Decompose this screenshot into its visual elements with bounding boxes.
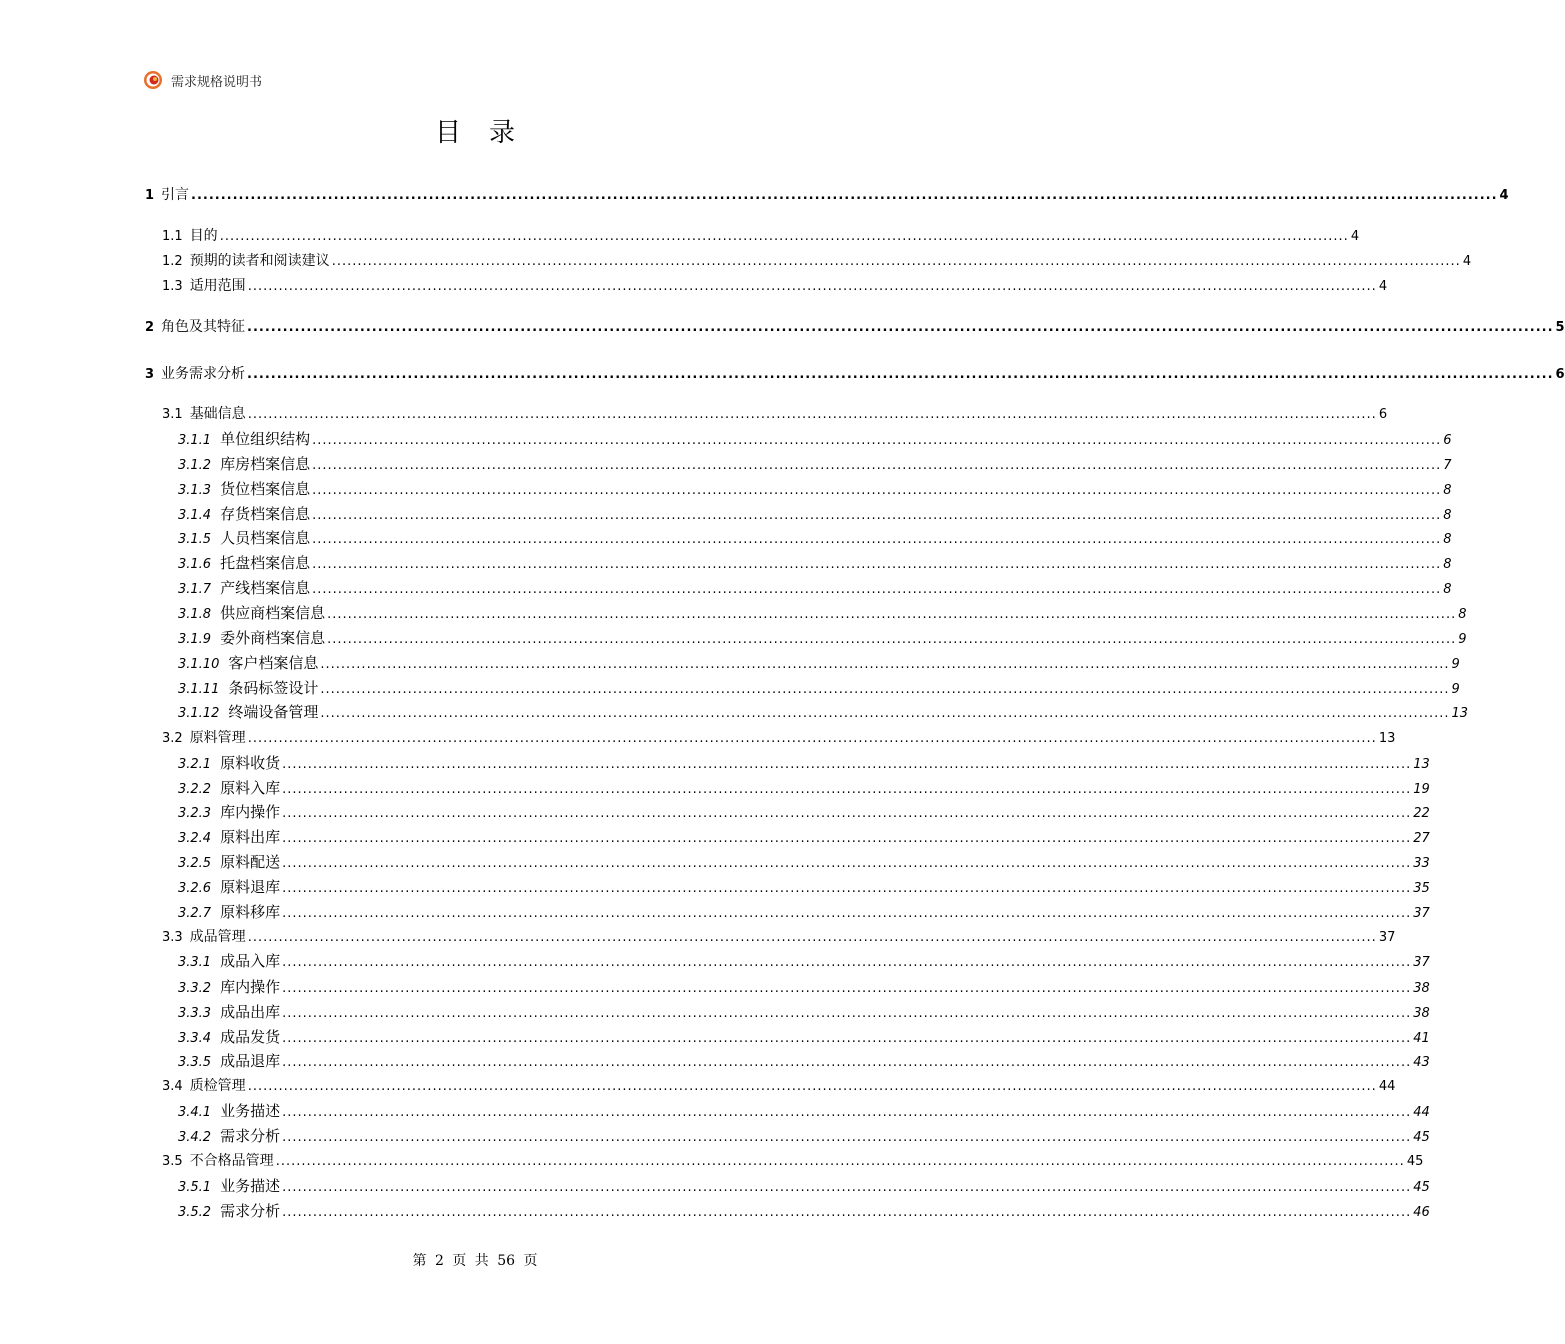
toc-entry-page: 45 <box>1406 1154 1424 1169</box>
toc-entry-label: 不合格品管理 <box>189 1153 274 1169</box>
toc-entry-number: 3.1.5 <box>178 532 212 547</box>
toc-entry-number: 1 <box>145 188 155 203</box>
toc-leader-dots: ............................................................................................................................................................................................................................ <box>320 682 1450 697</box>
toc-entry[interactable] <box>178 851 1430 871</box>
toc-entry-number: 3.1.11 <box>178 682 220 697</box>
toc-leader-dots: ............................................................................................................................................................................................................................ <box>312 508 1442 523</box>
toc-entry-page: 5 <box>1555 320 1565 335</box>
toc-leader-dots: ............................................................................................................................................................................................................................ <box>247 320 1554 335</box>
toc-entry-label: 业务描述 <box>220 1102 281 1120</box>
toc-leader-dots: ............................................................................................................................................................................................................................ <box>247 1079 1377 1094</box>
toc-entry[interactable] <box>162 403 1388 423</box>
toc-entry-number: 3.3.1 <box>178 955 212 970</box>
toc-leader-dots: ............................................................................................................................................................................................................................ <box>282 1006 1412 1021</box>
toc-leader-dots: ............................................................................................................................................................................................................................ <box>247 930 1377 945</box>
toc-leader-dots: ............................................................................................................................................................................................................................ <box>247 731 1377 746</box>
toc-entry[interactable] <box>145 316 1565 336</box>
toc-entry[interactable] <box>178 428 1452 448</box>
toc-entry[interactable] <box>178 1125 1430 1145</box>
toc-entry-page: 4 <box>1462 254 1472 269</box>
toc-entry-label: 业务描述 <box>220 1177 281 1195</box>
toc-entry-number: 3 <box>145 367 155 382</box>
toc-entry-number: 3.1.3 <box>178 483 212 498</box>
toc-entry[interactable] <box>178 752 1430 772</box>
toc-entry-page: 8 <box>1443 532 1452 547</box>
toc-leader-dots: ............................................................................................................................................................................................................................ <box>282 981 1412 996</box>
toc-leader-dots: ............................................................................................................................................................................................................................ <box>282 1105 1412 1120</box>
toc-entry-number: 3.2.1 <box>178 757 212 772</box>
toc-entry-label: 原料移库 <box>220 903 281 921</box>
header-title: 需求规格说明书 <box>171 74 263 90</box>
toc-entry-label: 角色及其特征 <box>161 319 246 335</box>
toc-entry-page: 43 <box>1413 1055 1430 1070</box>
toc-entry-label: 供应商档案信息 <box>220 604 326 622</box>
toc-entry-number: 3.1.2 <box>178 458 212 473</box>
toc-entry-page: 9 <box>1451 682 1460 697</box>
toc-entry-label: 需求分析 <box>220 1127 281 1145</box>
toc-entry[interactable] <box>178 976 1430 996</box>
toc-entry[interactable] <box>178 777 1430 797</box>
toc-leader-dots: ............................................................................................................................................................................................................................ <box>312 483 1442 498</box>
toc-leader-dots: ............................................................................................................................................................................................................................ <box>282 782 1412 797</box>
toc-leader-dots: ............................................................................................................................................................................................................................ <box>282 1130 1412 1145</box>
toc-entry[interactable] <box>162 225 1360 245</box>
toc-entry-label: 库房档案信息 <box>220 455 311 473</box>
toc-leader-dots: ............................................................................................................................................................................................................................ <box>312 458 1442 473</box>
toc-entry-number: 3.5.1 <box>178 1180 212 1195</box>
toc-entry[interactable] <box>178 1050 1430 1070</box>
toc-entry-label: 基础信息 <box>189 406 246 422</box>
toc-entry-page: 4 <box>1378 279 1388 294</box>
toc-leader-dots: ............................................................................................................................................................................................................................ <box>282 881 1412 896</box>
toc-entry-number: 3.3 <box>162 930 183 945</box>
toc-entry[interactable] <box>178 1026 1430 1046</box>
toc-leader-dots: ............................................................................................................................................................................................................................ <box>282 806 1412 821</box>
toc-entry-page: 38 <box>1413 981 1430 996</box>
toc-entry[interactable] <box>178 1175 1430 1195</box>
toc-leader-dots: ............................................................................................................................................................................................................................ <box>282 906 1412 921</box>
toc-entry[interactable] <box>178 577 1452 597</box>
toc-entry[interactable] <box>178 652 1460 672</box>
toc-entry-page: 22 <box>1413 806 1430 821</box>
toc-entry-number: 3.2 <box>162 731 183 746</box>
toc-entry-number: 3.1.12 <box>178 706 220 721</box>
toc-entry-number: 3.3.3 <box>178 1006 212 1021</box>
toc-entry[interactable] <box>178 503 1452 523</box>
toc-entry[interactable] <box>178 1200 1430 1220</box>
page-footer: 第 2 页 共 56 页 <box>412 1253 538 1269</box>
toc-entry-number: 3.1.4 <box>178 508 212 523</box>
toc-entry-label: 货位档案信息 <box>220 480 311 498</box>
toc-entry-page: 8 <box>1443 483 1452 498</box>
toc-entry[interactable] <box>178 1100 1430 1120</box>
toc-entry-number: 3.5 <box>162 1154 183 1169</box>
toc-entry-label: 业务需求分析 <box>161 366 246 382</box>
toc-leader-dots: ............................................................................................................................................................................................................................ <box>282 1055 1412 1070</box>
toc-entry-number: 3.1.9 <box>178 632 212 647</box>
toc-entry-label: 成品入库 <box>220 952 281 970</box>
toc-entry[interactable] <box>162 1075 1396 1095</box>
toc-leader-dots: ............................................................................................................................................................................................................................ <box>282 1205 1412 1220</box>
toc-entry-page: 4 <box>1499 188 1509 203</box>
toc-leader-dots: ............................................................................................................................................................................................................................ <box>219 229 1349 244</box>
toc-entry[interactable] <box>162 1150 1424 1170</box>
toc-entry-page: 6 <box>1555 367 1565 382</box>
toc-entry-label: 目的 <box>189 228 218 244</box>
toc-entry[interactable] <box>178 701 1469 721</box>
toc-entry-label: 预期的读者和阅读建议 <box>189 253 330 269</box>
toc-entry-number: 3.5.2 <box>178 1205 212 1220</box>
toc-entry-page: 33 <box>1413 856 1430 871</box>
toc-entry-number: 3.1 <box>162 407 183 422</box>
toc-entry-label: 质检管理 <box>189 1078 246 1094</box>
toc-entry[interactable] <box>178 478 1452 498</box>
toc-entry-page: 27 <box>1413 831 1430 846</box>
toc-entry-label: 终端设备管理 <box>228 703 319 721</box>
toc-leader-dots: ............................................................................................................................................................................................................................ <box>320 706 1450 721</box>
toc-entry-page: 44 <box>1413 1105 1430 1120</box>
toc-leader-dots: ............................................................................................................................................................................................................................ <box>282 856 1412 871</box>
toc-entry[interactable] <box>162 250 1472 270</box>
toc-entry[interactable] <box>178 801 1430 821</box>
toc-leader-dots: ............................................................................................................................................................................................................................ <box>247 407 1377 422</box>
toc-entry-number: 3.3.2 <box>178 981 212 996</box>
toc-entry-label: 成品出库 <box>220 1003 281 1021</box>
toc-leader-dots: ............................................................................................................................................................................................................................ <box>282 955 1412 970</box>
toc-entry-number: 1.2 <box>162 254 183 269</box>
toc-leader-dots: ............................................................................................................................................................................................................................ <box>247 367 1554 382</box>
toc-entry-number: 1.3 <box>162 279 183 294</box>
toc-leader-dots: ............................................................................................................................................................................................................................ <box>312 433 1442 448</box>
toc-entry[interactable] <box>162 727 1396 747</box>
toc-entry-page: 13 <box>1451 706 1469 721</box>
toc-entry-number: 3.1.10 <box>178 657 220 672</box>
toc-entry-number: 3.1.8 <box>178 607 212 622</box>
toc-entry[interactable] <box>178 1001 1430 1021</box>
toc-entry-label: 原料配送 <box>220 853 281 871</box>
toc-entry-label: 托盘档案信息 <box>220 554 311 572</box>
toc-entry[interactable] <box>178 527 1452 547</box>
toc-entry-page: 6 <box>1378 407 1388 422</box>
toc-entry-number: 3.2.6 <box>178 881 212 896</box>
toc-entry-page: 7 <box>1443 458 1452 473</box>
page-title: 目录 <box>434 118 543 148</box>
toc-entry[interactable] <box>162 926 1396 946</box>
toc-entry-label: 委外商档案信息 <box>220 629 326 647</box>
toc-entry[interactable] <box>178 552 1452 572</box>
toc-leader-dots: ............................................................................................................................................................................................................................ <box>312 557 1442 572</box>
toc-entry-label: 单位组织结构 <box>220 430 311 448</box>
toc-entry-number: 3.2.3 <box>178 806 212 821</box>
toc-entry-number: 3.1.7 <box>178 582 212 597</box>
toc-leader-dots: ............................................................................................................................................................................................................................ <box>312 532 1442 547</box>
toc-leader-dots: ............................................................................................................................................................................................................................ <box>282 1031 1412 1046</box>
toc-entry-label: 原料退库 <box>220 878 281 896</box>
toc-entry-label: 原料管理 <box>189 730 246 746</box>
toc-entry-label: 人员档案信息 <box>220 529 311 547</box>
toc-leader-dots: ............................................................................................................................................................................................................................ <box>282 757 1412 772</box>
toc-entry-number: 3.3.5 <box>178 1055 212 1070</box>
toc-entry[interactable] <box>178 627 1467 647</box>
toc-entry-page: 8 <box>1443 557 1452 572</box>
toc-entry-label: 条码标签设计 <box>228 679 319 697</box>
toc-entry-page: 4 <box>1350 229 1360 244</box>
toc-entry-label: 引言 <box>161 187 190 203</box>
toc-leader-dots: ............................................................................................................................................................................................................................ <box>247 279 1377 294</box>
toc-leader-dots: ............................................................................................................................................................................................................................ <box>331 254 1461 269</box>
toc-entry-page: 13 <box>1378 731 1396 746</box>
toc-entry-number: 1.1 <box>162 229 183 244</box>
toc-entry-page: 38 <box>1413 1006 1430 1021</box>
toc-leader-dots: ............................................................................................................................................................................................................................ <box>320 657 1450 672</box>
toc-entry-page: 8 <box>1443 508 1452 523</box>
toc-entry-number: 3.1.1 <box>178 433 212 448</box>
toc-entry-label: 原料收货 <box>220 754 281 772</box>
toc-entry-page: 35 <box>1413 881 1430 896</box>
toc-entry-label: 客户档案信息 <box>228 654 319 672</box>
toc-entry[interactable] <box>178 876 1430 896</box>
toc-entry-page: 13 <box>1413 757 1430 772</box>
toc-entry-number: 3.4.2 <box>178 1130 212 1145</box>
toc-entry[interactable] <box>178 826 1430 846</box>
toc-entry-number: 3.3.4 <box>178 1031 212 1046</box>
toc-entry-page: 44 <box>1378 1079 1396 1094</box>
toc-entry[interactable] <box>178 453 1452 473</box>
toc-leader-dots: ............................................................................................................................................................................................................................ <box>282 1180 1412 1195</box>
toc-entry-page: 19 <box>1413 782 1430 797</box>
toc-entry-number: 3.1.6 <box>178 557 212 572</box>
toc-entry[interactable] <box>178 950 1430 970</box>
toc-leader-dots: ............................................................................................................................................................................................................................ <box>327 632 1457 647</box>
toc-leader-dots: ............................................................................................................................................................................................................................ <box>312 582 1442 597</box>
toc-entry[interactable] <box>178 602 1467 622</box>
toc-entry[interactable] <box>162 275 1388 295</box>
toc-entry-page: 37 <box>1413 906 1430 921</box>
toc-entry-label: 需求分析 <box>220 1202 281 1220</box>
toc-entry-page: 45 <box>1413 1180 1430 1195</box>
toc-entry-page: 8 <box>1443 582 1452 597</box>
toc-entry-label: 原料入库 <box>220 779 281 797</box>
toc-leader-dots: ............................................................................................................................................................................................................................ <box>327 607 1457 622</box>
toc-entry-page: 41 <box>1413 1031 1430 1046</box>
toc-entry[interactable] <box>178 677 1460 697</box>
toc-entry-label: 产线档案信息 <box>220 579 311 597</box>
toc-entry-label: 成品管理 <box>189 929 246 945</box>
toc-entry-label: 库内操作 <box>220 978 281 996</box>
toc-leader-dots: ............................................................................................................................................................................................................................ <box>275 1154 1405 1169</box>
toc-entry-number: 3.2.2 <box>178 782 212 797</box>
toc-entry-label: 原料出库 <box>220 828 281 846</box>
toc-entry-number: 3.2.7 <box>178 906 212 921</box>
toc-entry-label: 适用范围 <box>189 278 246 294</box>
toc-entry[interactable] <box>145 184 1509 204</box>
toc-entry-page: 6 <box>1443 433 1452 448</box>
toc-entry-page: 46 <box>1413 1205 1430 1220</box>
toc-entry-page: 45 <box>1413 1130 1430 1145</box>
toc-entry-number: 3.2.5 <box>178 856 212 871</box>
toc-entry-page: 37 <box>1378 930 1396 945</box>
toc-entry[interactable] <box>145 363 1565 383</box>
toc-entry-label: 成品退库 <box>220 1052 281 1070</box>
toc-leader-dots: ............................................................................................................................................................................................................................ <box>282 831 1412 846</box>
toc-entry-number: 3.4.1 <box>178 1105 212 1120</box>
toc-entry-label: 成品发货 <box>220 1028 281 1046</box>
toc-leader-dots: ............................................................................................................................................................................................................................ <box>191 188 1498 203</box>
toc-entry-page: 9 <box>1458 632 1467 647</box>
toc-entry[interactable] <box>178 901 1430 921</box>
toc-entry-page: 37 <box>1413 955 1430 970</box>
toc-entry-number: 3.4 <box>162 1079 183 1094</box>
toc-entry-label: 存货档案信息 <box>220 505 311 523</box>
toc-entry-label: 库内操作 <box>220 803 281 821</box>
toc-entry-number: 2 <box>145 320 155 335</box>
toc-entry-number: 3.2.4 <box>178 831 212 846</box>
toc-entry-page: 8 <box>1458 607 1467 622</box>
toc-entry-page: 9 <box>1451 657 1460 672</box>
